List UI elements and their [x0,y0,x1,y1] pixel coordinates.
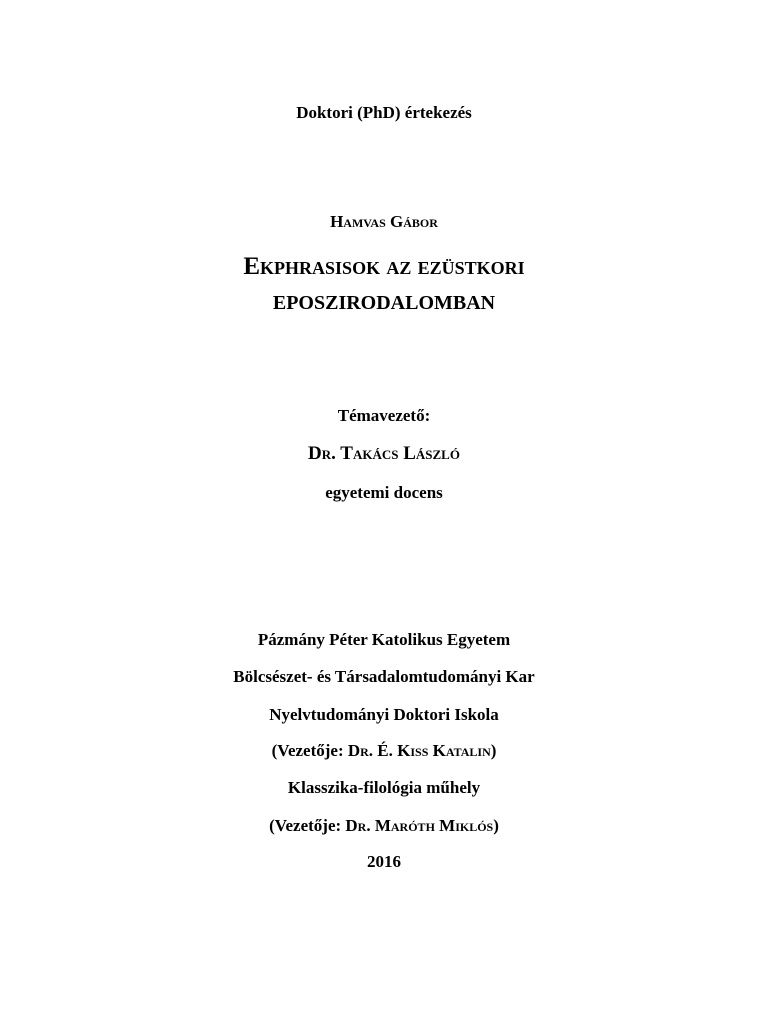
advisor-label: Témavezető: [337,406,431,425]
workshop-head-prefix: (Vezetője: [269,816,346,835]
school-head-suffix: ) [490,741,497,760]
doctoral-school-head [0,742,768,759]
workshop-head-name: Dr. Maróth Miklós [345,816,494,835]
workshop-name: Klasszika-filológia műhely [287,778,481,797]
university-name: Pázmány Péter Katolikus Egyetem [257,630,511,649]
school-head-name: Dr. É. Kiss Katalin [347,741,491,760]
workshop-head-suffix: ) [493,816,499,835]
author-name: Hamvas Gábor [330,212,438,231]
doctoral-school-name: Nyelvtudományi Doktori Iskola [269,705,499,724]
workshop-head [0,817,768,834]
advisor-name: Dr. Takács László [308,443,460,464]
publication-year: 2016 [367,852,401,871]
faculty-name: Bölcsészet- és Társadalomtudományi Kar [233,667,535,686]
school-head-prefix: (Vezetője: [271,741,348,760]
advisor-position: egyetemi docens [325,483,443,502]
thesis-title-line-2: EPOSZIRODALOMBAN [272,292,496,314]
document-type: Doktori (PhD) értekezés [296,103,472,122]
thesis-title-line-1: Ekphrasisok az ezüstkori [243,253,525,280]
